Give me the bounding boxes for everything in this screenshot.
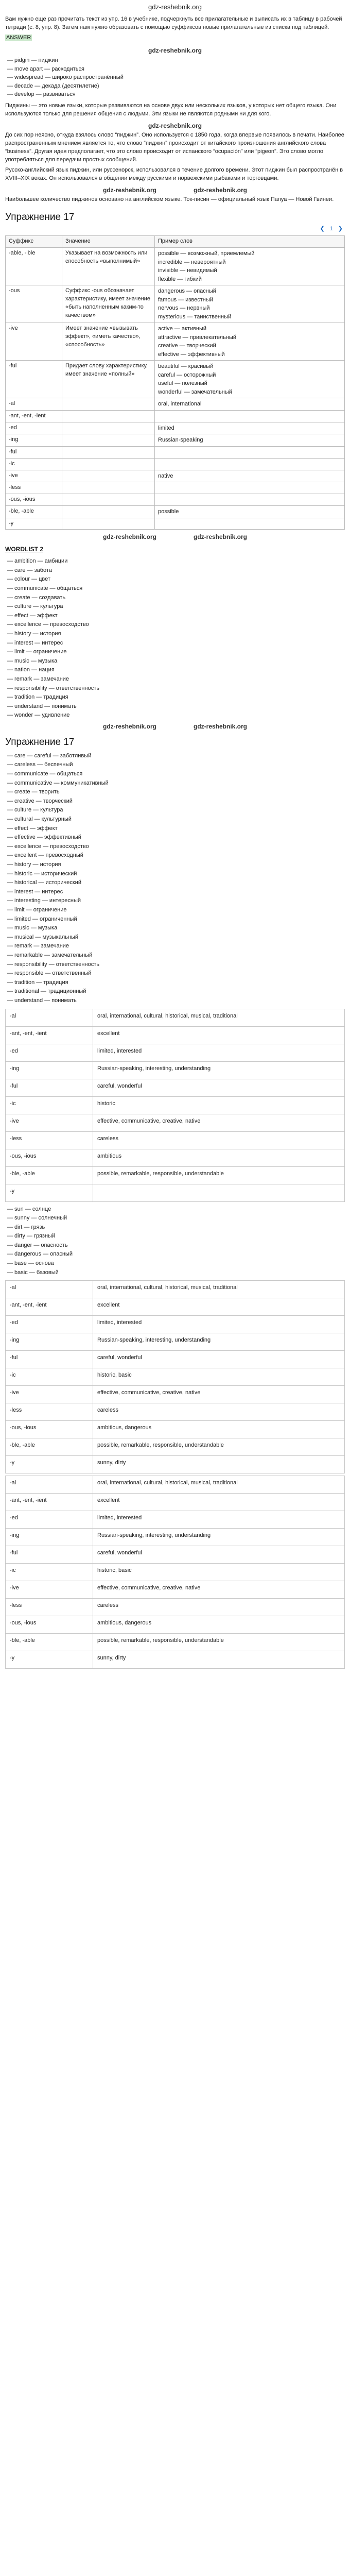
- table-row: [6, 1149, 345, 1166]
- derived-word-item: — music — музыка: [7, 925, 58, 931]
- words-cell: Russian-speaking, interesting, understanding: [93, 1333, 345, 1351]
- examples-cell: [155, 434, 345, 447]
- derived-word-item: — effect — эффект: [7, 825, 58, 832]
- meaning-cell: [62, 494, 155, 506]
- wordbank-item: — excellence — превосходство: [7, 621, 89, 628]
- col-header-examples: Пример слов: [155, 236, 345, 248]
- derived-word-item: — care — careful — заботливый: [7, 752, 92, 759]
- examples-cell: [155, 470, 345, 482]
- suffix-cell: -less: [6, 1403, 93, 1421]
- table-row: [6, 1166, 345, 1184]
- meaning-cell: [62, 398, 155, 411]
- table-row: [6, 494, 345, 506]
- example-word: dangerous — опасный: [158, 288, 216, 295]
- table-row: [6, 1298, 345, 1316]
- table-row: [6, 1316, 345, 1333]
- words-cell: limited, interested: [93, 1316, 345, 1333]
- words-cell: excellent: [93, 1026, 345, 1044]
- wordbank-item: — culture — культура: [7, 603, 63, 610]
- examples-cell: [155, 285, 345, 323]
- words-cell: oral, international, cultural, historical, musical, traditional: [93, 1281, 345, 1298]
- extra-word-item: — dirt — грязь: [7, 1224, 45, 1230]
- suffix-cell: -ant, -ent, -ient: [6, 1298, 93, 1316]
- footer-space: [0, 1671, 350, 1691]
- table-row: [6, 1281, 345, 1298]
- suffix-cell: -ous, -ious: [6, 1616, 93, 1634]
- words-cell: Russian-speaking, interesting, understanding: [93, 1529, 345, 1546]
- words-cell: effective, communicative, creative, native: [93, 1386, 345, 1403]
- table-row: [6, 1009, 345, 1026]
- pager: [0, 225, 350, 233]
- table-row: [6, 1026, 345, 1044]
- col-header-suffix: Суффикс: [6, 236, 62, 248]
- example-word: active — активный: [158, 326, 207, 332]
- derived-word-item: — limit — ограничение: [7, 906, 67, 913]
- suffix-cell: -able, -ible: [6, 248, 62, 285]
- wordbank-item: — colour — цвет: [7, 576, 50, 583]
- suffix-cell: -ic: [6, 1368, 93, 1386]
- words-cell: possible, remarkable, responsible, understandable: [93, 1166, 345, 1184]
- example-word: possible — возможный, приемлемый: [158, 250, 255, 257]
- table-row: [6, 1386, 345, 1403]
- table-row: [6, 1599, 345, 1616]
- words-cell: limited, interested: [93, 1044, 345, 1061]
- table-row: [6, 1581, 345, 1599]
- vocab-list: [0, 56, 350, 101]
- watermark: gdz-reshebnik.org: [194, 186, 248, 194]
- examples-cell: [155, 446, 345, 458]
- suffix-cell: -al: [6, 398, 62, 411]
- examples-cell: [155, 398, 345, 411]
- suffix-cell: -ful: [6, 1546, 93, 1564]
- suffix-cell: -ant, -ent, -ient: [6, 1494, 93, 1511]
- example-word: native: [158, 472, 173, 479]
- words-cell: careful, wonderful: [93, 1546, 345, 1564]
- meaning-cell: [62, 482, 155, 494]
- watermark: gdz-reshebnik.org: [194, 722, 248, 730]
- extra-word-item: — dirty — грязный: [7, 1233, 56, 1240]
- paragraph: Пиджины — это новые языки, которые развиваются на основе двух или нескольких языков, у которых нет общего языка. Они используются только для решения общения с людьми. Эти языки не являются родными ни для кого.: [5, 102, 337, 117]
- table-row: [6, 1403, 345, 1421]
- meaning-cell: [62, 446, 155, 458]
- table-row: [6, 1438, 345, 1456]
- col-header-meaning: Значение: [62, 236, 155, 248]
- answer-table-3: [5, 1476, 345, 1669]
- meaning-cell: Имеет значение «вызывать эффект», «иметь качество», «способность»: [62, 323, 155, 361]
- words-cell: possible, remarkable, responsible, understandable: [93, 1438, 345, 1456]
- table-row: [6, 1634, 345, 1651]
- suffix-table-body: [6, 248, 345, 530]
- wordbank-item: — wonder — удивление: [7, 712, 70, 719]
- suffix-cell: -y: [6, 518, 62, 530]
- meaning-cell: Придает слову характеристику, имеет значение «полный»: [62, 361, 155, 398]
- words-cell: ambitious, dangerous: [93, 1421, 345, 1438]
- suffix-cell: -ed: [6, 1511, 93, 1529]
- table-row: [6, 1511, 345, 1529]
- vocab-item: — decade — декада (десятилетие): [7, 82, 99, 89]
- example-word: careful — осторожный: [158, 371, 216, 378]
- example-word: oral, international: [158, 401, 202, 408]
- suffix-cell: -al: [6, 1009, 93, 1026]
- derived-word-item: — interesting — интересный: [7, 897, 81, 904]
- suffix-cell: -less: [6, 482, 62, 494]
- answer-label: ANSWER: [6, 34, 31, 41]
- meaning-cell: Суффикс -ous обозначает характеристику, имеет значение «быть наполненным каким-то качеством»: [62, 285, 155, 323]
- derived-word-item: — communicative — коммуникативный: [7, 779, 109, 786]
- table-row: [6, 1079, 345, 1096]
- watermark: gdz-reshebnik.org: [148, 46, 202, 54]
- watermark-row: [0, 45, 350, 56]
- suffix-cell: -ous, -ious: [6, 1421, 93, 1438]
- watermark: gdz-reshebnik.org: [102, 186, 156, 194]
- words-cell: effective, communicative, creative, native: [93, 1114, 345, 1131]
- example-word: creative — творческий: [158, 343, 216, 349]
- words-cell: effective, communicative, creative, native: [93, 1581, 345, 1599]
- table-row: [6, 422, 345, 434]
- example-word: beautiful — красивый: [158, 363, 214, 370]
- example-word: invisible — невидимый: [158, 267, 217, 274]
- vocab-item: — develop — развиваться: [7, 91, 76, 98]
- example-word: limited: [158, 425, 174, 431]
- wordbank-item: — understand — понимать: [7, 703, 77, 709]
- table-row: [6, 1616, 345, 1634]
- example-word: nervous — нервный: [158, 305, 210, 312]
- example-word: possible: [158, 509, 179, 515]
- table-row: [6, 361, 345, 398]
- meaning-cell: Указывает на возможность или способность «выполнимый»: [62, 248, 155, 285]
- suffix-cell: -ic: [6, 458, 62, 470]
- derived-word-item: — excellent — превосходный: [7, 852, 83, 859]
- meaning-cell: [62, 410, 155, 422]
- wordbank-item: — remark — замечание: [7, 675, 69, 682]
- derived-word-item: — historical — исторический: [7, 879, 81, 886]
- wordbank-item: — tradition — традиция: [7, 694, 68, 701]
- derived-word-item: — create — творить: [7, 789, 60, 795]
- watermark: gdz-reshebnik.org: [102, 533, 156, 541]
- extra-word-item: — dangerous — опасный: [7, 1251, 73, 1258]
- table-row: [6, 1651, 345, 1669]
- derived-word-item: — careless — беспечный: [7, 761, 73, 768]
- examples-cell: [155, 494, 345, 506]
- suffix-cell: -ful: [6, 1079, 93, 1096]
- example-word: incredible — невероятный: [158, 259, 226, 265]
- watermark-row: [0, 532, 350, 543]
- example-word: Russian-speaking: [158, 437, 203, 444]
- table-row: [6, 434, 345, 447]
- words-cell: sunny, dirty: [93, 1651, 345, 1669]
- table-row: [6, 1061, 345, 1079]
- suffix-cell: -ive: [6, 1114, 93, 1131]
- suffix-table: [5, 235, 345, 530]
- table-row: [6, 506, 345, 518]
- suffix-cell: -ing: [6, 1529, 93, 1546]
- table-row: [6, 1184, 345, 1201]
- table-row: [6, 1546, 345, 1564]
- derived-word-item: — communicate — общаться: [7, 771, 83, 777]
- suffix-cell: -ble, -able: [6, 1166, 93, 1184]
- examples-cell: [155, 323, 345, 361]
- meaning-cell: [62, 422, 155, 434]
- extra-word-item: — sun — солнце: [7, 1206, 51, 1212]
- derived-word-item: — creative — творческий: [7, 798, 73, 804]
- suffix-cell: -ble, -able: [6, 1634, 93, 1651]
- extra-word-item: — danger — опасность: [7, 1242, 68, 1248]
- words-cell: careless: [93, 1599, 345, 1616]
- wordbank-item: — ambition — амбиции: [7, 558, 68, 565]
- derived-word-item: — effective — эффективный: [7, 834, 81, 841]
- wordbank-item: — responsibility — ответственность: [7, 685, 99, 691]
- examples-cell: [155, 248, 345, 285]
- words-cell: [93, 1184, 345, 1201]
- wordbank-item: — limit — ограничение: [7, 649, 67, 655]
- vocab-item: — pidgin — пиджин: [7, 57, 58, 64]
- derived-word-item: — excellence — превосходство: [7, 843, 89, 850]
- derived-word-item: — limited — ограниченный: [7, 916, 77, 922]
- suffix-cell: -ous, -ious: [6, 494, 62, 506]
- table-row: [6, 1529, 345, 1546]
- paragraph: Наибольшее количество пиджинов основано на английском языке. Ток-писин — официальный язык Папуа — Новой Гвинеи.: [5, 196, 334, 202]
- example-word: flexible — гибкий: [158, 276, 202, 282]
- suffix-cell: -ant, -ent, -ient: [6, 1026, 93, 1044]
- derived-word-item: — traditional — традиционный: [7, 988, 86, 995]
- suffix-cell: -ing: [6, 1061, 93, 1079]
- answer-table-2: [5, 1280, 345, 1473]
- examples-cell: [155, 506, 345, 518]
- extra-word-item: — base — основа: [7, 1260, 54, 1267]
- exercise-17-title: Упражнение 17: [5, 211, 75, 223]
- derived-word-item: — understand — понимать: [7, 997, 77, 1004]
- words-cell: excellent: [93, 1298, 345, 1316]
- table-row: [6, 1096, 345, 1114]
- table-row: [6, 1351, 345, 1368]
- suffix-cell: -al: [6, 1281, 93, 1298]
- derived-word-item: — history — история: [7, 861, 61, 868]
- suffix-cell: -ive: [6, 1386, 93, 1403]
- derived-word-item: — musical — музыкальный: [7, 934, 79, 940]
- suffix-cell: -ive: [6, 470, 62, 482]
- meaning-cell: [62, 458, 155, 470]
- derived-word-list: [0, 751, 350, 1007]
- meaning-cell: [62, 434, 155, 447]
- words-cell: careful, wonderful: [93, 1079, 345, 1096]
- suffix-cell: -ous, -ious: [6, 1149, 93, 1166]
- derived-word-item: — responsibility — ответственность: [7, 961, 99, 968]
- derived-word-item: — responsible — ответственный: [7, 970, 92, 977]
- words-cell: careful, wonderful: [93, 1351, 345, 1368]
- extra-word-list: [0, 1204, 350, 1279]
- words-cell: Russian-speaking, interesting, understanding: [93, 1061, 345, 1079]
- suffix-cell: -ic: [6, 1564, 93, 1581]
- suffix-cell: -y: [6, 1651, 93, 1669]
- derived-word-item: — remark — замечание: [7, 943, 69, 950]
- table-row: [6, 1131, 345, 1149]
- meaning-cell: [62, 470, 155, 482]
- suffix-cell: -y: [6, 1184, 93, 1201]
- example-word: effective — эффективный: [158, 351, 225, 358]
- examples-cell: [155, 518, 345, 530]
- meaning-cell: [62, 506, 155, 518]
- wordbank-item: — create — создавать: [7, 594, 66, 601]
- paragraph: До сих пор неясно, откуда взялось слово “пиджин”. Оно используется с 1850 года, когда впервые появилось в печати. Наиболее распространенным мнением является то, что слово “пиджин” происходит от китайского произношения английского слова “business”. Другая идея предполагает, что это слово происходит от испанского “ocupación” или “pigeon”. Это слово могло употребляться для передачи простых сообщений.: [5, 131, 344, 163]
- wordbank-item: — nation — нация: [7, 667, 55, 673]
- suffix-cell: -ful: [6, 1351, 93, 1368]
- table-row: [6, 1421, 345, 1438]
- examples-cell: [155, 422, 345, 434]
- example-word: famous — известный: [158, 296, 213, 303]
- suffix-cell: -ic: [6, 1096, 93, 1114]
- examples-cell: [155, 410, 345, 422]
- extra-word-item: — basic — базовый: [7, 1269, 59, 1276]
- suffix-cell: -ive: [6, 323, 62, 361]
- table-row: [6, 285, 345, 323]
- derived-word-item: — tradition — традиция: [7, 979, 68, 986]
- words-cell: ambitious: [93, 1149, 345, 1166]
- words-cell: oral, international, cultural, historical, musical, traditional: [93, 1476, 345, 1494]
- wordbank-item: — care — забота: [7, 567, 52, 573]
- table-row: [6, 1044, 345, 1061]
- site-name[interactable]: gdz-reshebnik.org: [148, 3, 202, 11]
- words-cell: careless: [93, 1403, 345, 1421]
- suffix-cell: -ful: [6, 446, 62, 458]
- page-number: 1: [329, 226, 333, 232]
- suffix-cell: -ble, -able: [6, 1438, 93, 1456]
- table-row: [6, 446, 345, 458]
- words-cell: oral, international, cultural, historical, musical, traditional: [93, 1009, 345, 1026]
- table-row: [6, 398, 345, 411]
- words-cell: ambitious, dangerous: [93, 1616, 345, 1634]
- suffix-cell: -ant, -ent, -ient: [6, 410, 62, 422]
- vocab-item: — move apart — расходиться: [7, 65, 84, 72]
- task-intro: [0, 14, 350, 45]
- paragraph: Русско-английский язык пиджин, или руссенорск, использовался в течение долгого времени. Этот пиджин был распространён в XVIII–XIX веках. Он использовался в общении между русскими и норвежскими рыбаками и торговцами.: [5, 166, 343, 181]
- table-row: [6, 1368, 345, 1386]
- table-row: [6, 458, 345, 470]
- suffix-cell: -al: [6, 1476, 93, 1494]
- table-row: [6, 410, 345, 422]
- suffix-cell: -less: [6, 1599, 93, 1616]
- suffix-cell: -ous: [6, 285, 62, 323]
- example-word: useful — полезный: [158, 380, 207, 387]
- suffix-cell: -ble, -able: [6, 506, 62, 518]
- suffix-cell: -ful: [6, 361, 62, 398]
- table-row: [6, 1564, 345, 1581]
- table-row: [6, 1456, 345, 1473]
- meaning-cell: [62, 518, 155, 530]
- wordbank-title: WORDLIST 2: [5, 545, 43, 553]
- derived-word-item: — historic — исторический: [7, 870, 77, 877]
- derived-word-item: — interest — интерес: [7, 888, 63, 895]
- suffix-cell: -ing: [6, 1333, 93, 1351]
- examples-cell: [155, 482, 345, 494]
- table-row: [6, 323, 345, 361]
- wordbank-item: — interest — интерес: [7, 639, 63, 646]
- words-cell: excellent: [93, 1494, 345, 1511]
- watermark-row: [0, 721, 350, 732]
- wordbank-list: [0, 556, 350, 721]
- table-header-row: [6, 236, 345, 248]
- wordbank-item: — effect — эффект: [7, 612, 58, 619]
- example-word: attractive — привлекательный: [158, 334, 236, 341]
- vocab-item: — widespread — широко распространённый: [7, 74, 124, 81]
- derived-word-item: — culture — культура: [7, 807, 63, 814]
- watermark: gdz-reshebnik.org: [148, 122, 202, 129]
- words-cell: historic, basic: [93, 1564, 345, 1581]
- watermark: gdz-reshebnik.org: [102, 722, 156, 730]
- example-word: wonderful — замечательный: [158, 388, 232, 395]
- words-cell: sunny, dirty: [93, 1456, 345, 1473]
- wordbank-item: — music — музыка: [7, 657, 58, 664]
- table-row: [6, 470, 345, 482]
- extra-word-item: — sunny — солнечный: [7, 1215, 67, 1222]
- words-cell: historic: [93, 1096, 345, 1114]
- next-icon[interactable]: ❯: [338, 226, 343, 232]
- derived-word-item: — remarkable — замечательный: [7, 952, 93, 958]
- table-row: [6, 518, 345, 530]
- words-cell: historic, basic: [93, 1368, 345, 1386]
- table-row: [6, 1476, 345, 1494]
- wordbank-item: — history — история: [7, 631, 61, 637]
- suffix-cell: -ed: [6, 1316, 93, 1333]
- examples-cell: [155, 361, 345, 398]
- derived-word-item: — cultural — культурный: [7, 816, 72, 823]
- task-text: Вам нужно ещё раз прочитать текст из упр. 16 в учебнике, подчеркнуть все прилагательные и выписать их в таблицу в рабочей тетради (с. 8, упр. 8). Затем нам нужно образовать с помощью суффиксов новые прилагательные из списка под таблицей.: [5, 16, 342, 30]
- site-header: [0, 0, 350, 14]
- examples-cell: [155, 458, 345, 470]
- wordbank-item: — communicate — общаться: [7, 585, 83, 592]
- table-row: [6, 1114, 345, 1131]
- words-cell: limited, interested: [93, 1511, 345, 1529]
- suffix-cell: -ed: [6, 1044, 93, 1061]
- watermark: gdz-reshebnik.org: [194, 533, 248, 541]
- prev-icon[interactable]: ❮: [320, 226, 325, 232]
- table-row: [6, 1333, 345, 1351]
- suffix-cell: -ing: [6, 434, 62, 447]
- suffix-cell: -ed: [6, 422, 62, 434]
- table-row: [6, 248, 345, 285]
- table-row: [6, 482, 345, 494]
- table-row: [6, 1494, 345, 1511]
- suffix-cell: -less: [6, 1131, 93, 1149]
- example-word: mysterious — таинственный: [158, 313, 232, 320]
- suffix-cell: -ive: [6, 1581, 93, 1599]
- suffix-cell: -y: [6, 1456, 93, 1473]
- words-cell: possible, remarkable, responsible, understandable: [93, 1634, 345, 1651]
- words-cell: careless: [93, 1131, 345, 1149]
- exercise-17b-title: Упражнение 17: [5, 737, 75, 748]
- paragraphs: [0, 101, 350, 207]
- answer-table-1: [5, 1009, 345, 1202]
